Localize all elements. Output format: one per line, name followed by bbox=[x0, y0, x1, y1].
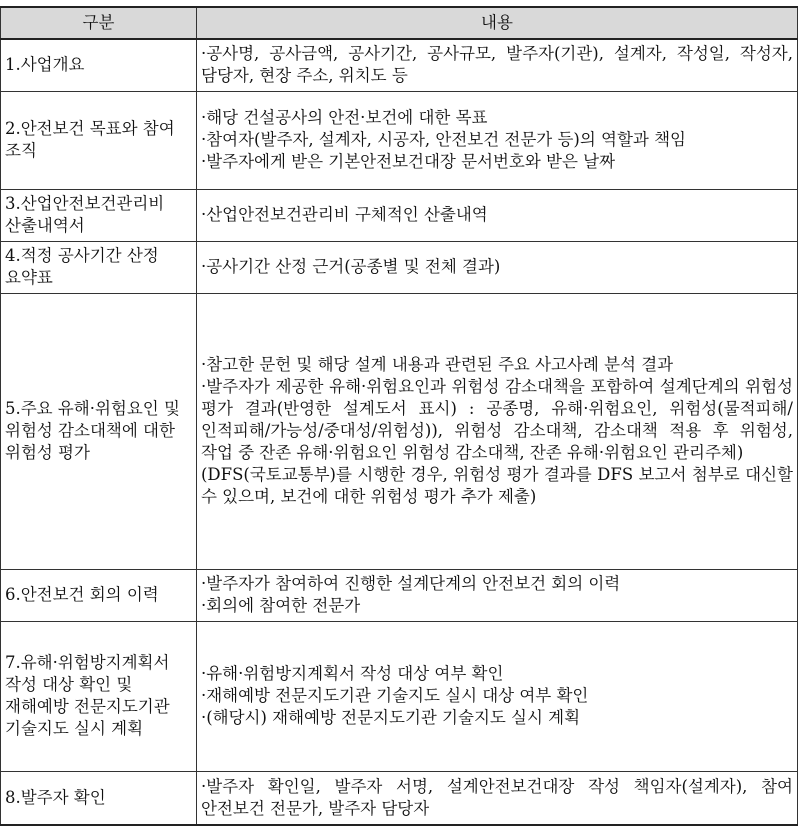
row-content bbox=[197, 569, 798, 621]
content-line: ·참여자(발주자, 설계자, 시공자, 안전보건 전문가 등)의 역할과 책임 bbox=[201, 130, 686, 149]
header-category: 구분 bbox=[1, 7, 197, 39]
table-row bbox=[1, 189, 798, 241]
content-line: ·(해당시) 재해예방 전문지도기관 기술지도 실시 계획 bbox=[201, 708, 581, 727]
row-category: 3.산업안전보건관리비 산출내역서 bbox=[1, 189, 197, 241]
table-row bbox=[1, 569, 798, 621]
content-line: ·재해예방 전문지도기관 기술지도 실시 대상 여부 확인 bbox=[201, 686, 589, 705]
row-category: 2.안전보건 목표와 참여 조직 bbox=[1, 91, 197, 189]
content-line: ·해당 건설공사의 안전·보건에 대한 목표 bbox=[201, 108, 488, 127]
table-row bbox=[1, 293, 798, 569]
content-line: ·공사명, 공사금액, 공사기간, 공사규모, 발주자(기관), 설계자, 작성일, 작성자, 담당자, 현장 주소, 위치도 등 bbox=[201, 44, 793, 86]
table-row bbox=[1, 771, 798, 825]
table-row bbox=[1, 621, 798, 771]
row-content bbox=[197, 771, 798, 825]
row-category: 4.적정 공사기간 산정 요약표 bbox=[1, 241, 197, 293]
content-line: ·공사기간 산정 근거(공종별 및 전체 결과) bbox=[201, 257, 501, 276]
content-line: ·유해·위험방지계획서 작성 대상 여부 확인 bbox=[201, 664, 504, 683]
table-header-row bbox=[1, 7, 798, 39]
requirements-table bbox=[0, 6, 798, 826]
row-category: 8.발주자 확인 bbox=[1, 771, 197, 825]
content-line: ·발주자가 참여하여 진행한 설계단계의 안전보건 회의 이력 bbox=[201, 574, 621, 593]
table-row bbox=[1, 39, 798, 91]
content-line: ·회의에 참여한 전문가 bbox=[201, 596, 361, 615]
row-content bbox=[197, 293, 798, 569]
content-line: ·참고한 문헌 및 해당 설계 내용과 관련된 주요 사고사례 분석 결과 bbox=[201, 355, 674, 374]
row-category: 7.유해·위험방지계획서 작성 대상 확인 및 재해예방 전문지도기관 기술지도 실시 계획 bbox=[1, 621, 197, 771]
content-line: ·산업안전보건관리비 구체적인 산출내역 bbox=[201, 205, 488, 224]
row-content bbox=[197, 241, 798, 293]
content-line: ·발주자 확인일, 발주자 서명, 설계안전보건대장 작성 책임자(설계자), 참여 안전보건 전문가, 발주자 담당자 bbox=[201, 776, 793, 818]
row-content bbox=[197, 189, 798, 241]
table-row bbox=[1, 91, 798, 189]
row-category: 5.주요 유해·위험요인 및 위험성 감소대책에 대한 위험성 평가 bbox=[1, 293, 197, 569]
header-content: 내용 bbox=[197, 7, 798, 39]
row-category: 1.사업개요 bbox=[1, 39, 197, 91]
row-content bbox=[197, 91, 798, 189]
row-content bbox=[197, 39, 798, 91]
row-content bbox=[197, 621, 798, 771]
content-line: (DFS(국토교통부)를 시행한 경우, 위험성 평가 결과를 DFS 보고서 첨부로 대신할 수 있으며, 보건에 대한 위험성 평가 추가 제출) bbox=[201, 465, 793, 506]
row-category: 6.안전보건 회의 이력 bbox=[1, 569, 197, 621]
content-line: ·발주자가 제공한 유해·위험요인과 위험성 감소대책을 포함하여 설계단계의 위험성 평가 결과(반영한 설계도서 표시) : 공종명, 유해·위험요인, 위험성(물적피해/인적피해/가능성/중대성/위험성)), 위험성 감소대책, 감소대책 적용 후 위험성, 작업 중 잔존 유해·위험요인 위험성 감소대책, 잔존 유해·위험요인 관리주체) bbox=[201, 377, 793, 462]
table-row bbox=[1, 241, 798, 293]
content-line: ·발주자에게 받은 기본안전보건대장 문서번호와 받은 날짜 bbox=[201, 152, 616, 171]
